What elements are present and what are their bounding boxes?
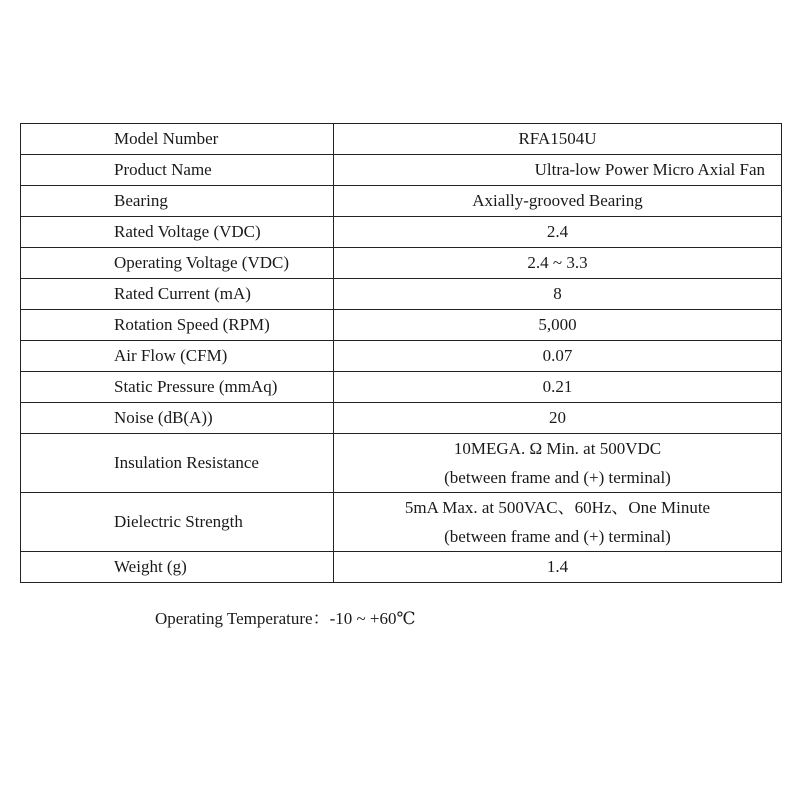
table-row bbox=[21, 434, 782, 493]
row-value: 20 bbox=[334, 403, 782, 434]
row-value: 8 bbox=[334, 279, 782, 310]
row-value: 0.07 bbox=[334, 341, 782, 372]
table-row bbox=[21, 493, 782, 552]
operating-temperature-note: Operating Temperature：-10 ~ +60℃ bbox=[155, 609, 416, 628]
row-label: Operating Voltage (VDC) bbox=[21, 248, 334, 279]
table-row bbox=[21, 341, 782, 372]
row-value: 1.4 bbox=[334, 552, 782, 583]
row-value: Ultra-low Power Micro Axial Fan bbox=[334, 155, 782, 186]
row-label: Rated Current (mA) bbox=[21, 279, 334, 310]
row-value: Axially-grooved Bearing bbox=[334, 186, 782, 217]
value-line: (between frame and (+) terminal) bbox=[444, 468, 671, 487]
row-label: Weight (g) bbox=[21, 552, 334, 583]
row-value: 2.4 bbox=[334, 217, 782, 248]
table-row bbox=[21, 310, 782, 341]
row-value bbox=[334, 493, 782, 552]
value-line: 5mA Max. at 500VAC、60Hz、One Minute bbox=[404, 498, 711, 517]
value-line: 10MEGA. Ω Min. at 500VDC bbox=[453, 439, 662, 458]
table-row bbox=[21, 403, 782, 434]
row-label: Rotation Speed (RPM) bbox=[21, 310, 334, 341]
table-row bbox=[21, 186, 782, 217]
row-value: 0.21 bbox=[334, 372, 782, 403]
row-value bbox=[334, 434, 782, 493]
row-label: Static Pressure (mmAq) bbox=[21, 372, 334, 403]
value-line: (between frame and (+) terminal) bbox=[444, 527, 671, 546]
row-value: 5,000 bbox=[334, 310, 782, 341]
table-row bbox=[21, 217, 782, 248]
row-label: Air Flow (CFM) bbox=[21, 341, 334, 372]
row-label: Insulation Resistance bbox=[21, 434, 334, 493]
table-row bbox=[21, 248, 782, 279]
row-label: Dielectric Strength bbox=[21, 493, 334, 552]
table-row bbox=[21, 279, 782, 310]
row-label: Rated Voltage (VDC) bbox=[21, 217, 334, 248]
table-row bbox=[21, 552, 782, 583]
specification-table bbox=[20, 123, 782, 583]
row-value: RFA1504U bbox=[334, 124, 782, 155]
row-label: Product Name bbox=[21, 155, 334, 186]
row-label: Noise (dB(A)) bbox=[21, 403, 334, 434]
row-value: 2.4 ~ 3.3 bbox=[334, 248, 782, 279]
table-row bbox=[21, 372, 782, 403]
table-row bbox=[21, 155, 782, 186]
table-row bbox=[21, 124, 782, 155]
row-label: Bearing bbox=[21, 186, 334, 217]
row-label: Model Number bbox=[21, 124, 334, 155]
